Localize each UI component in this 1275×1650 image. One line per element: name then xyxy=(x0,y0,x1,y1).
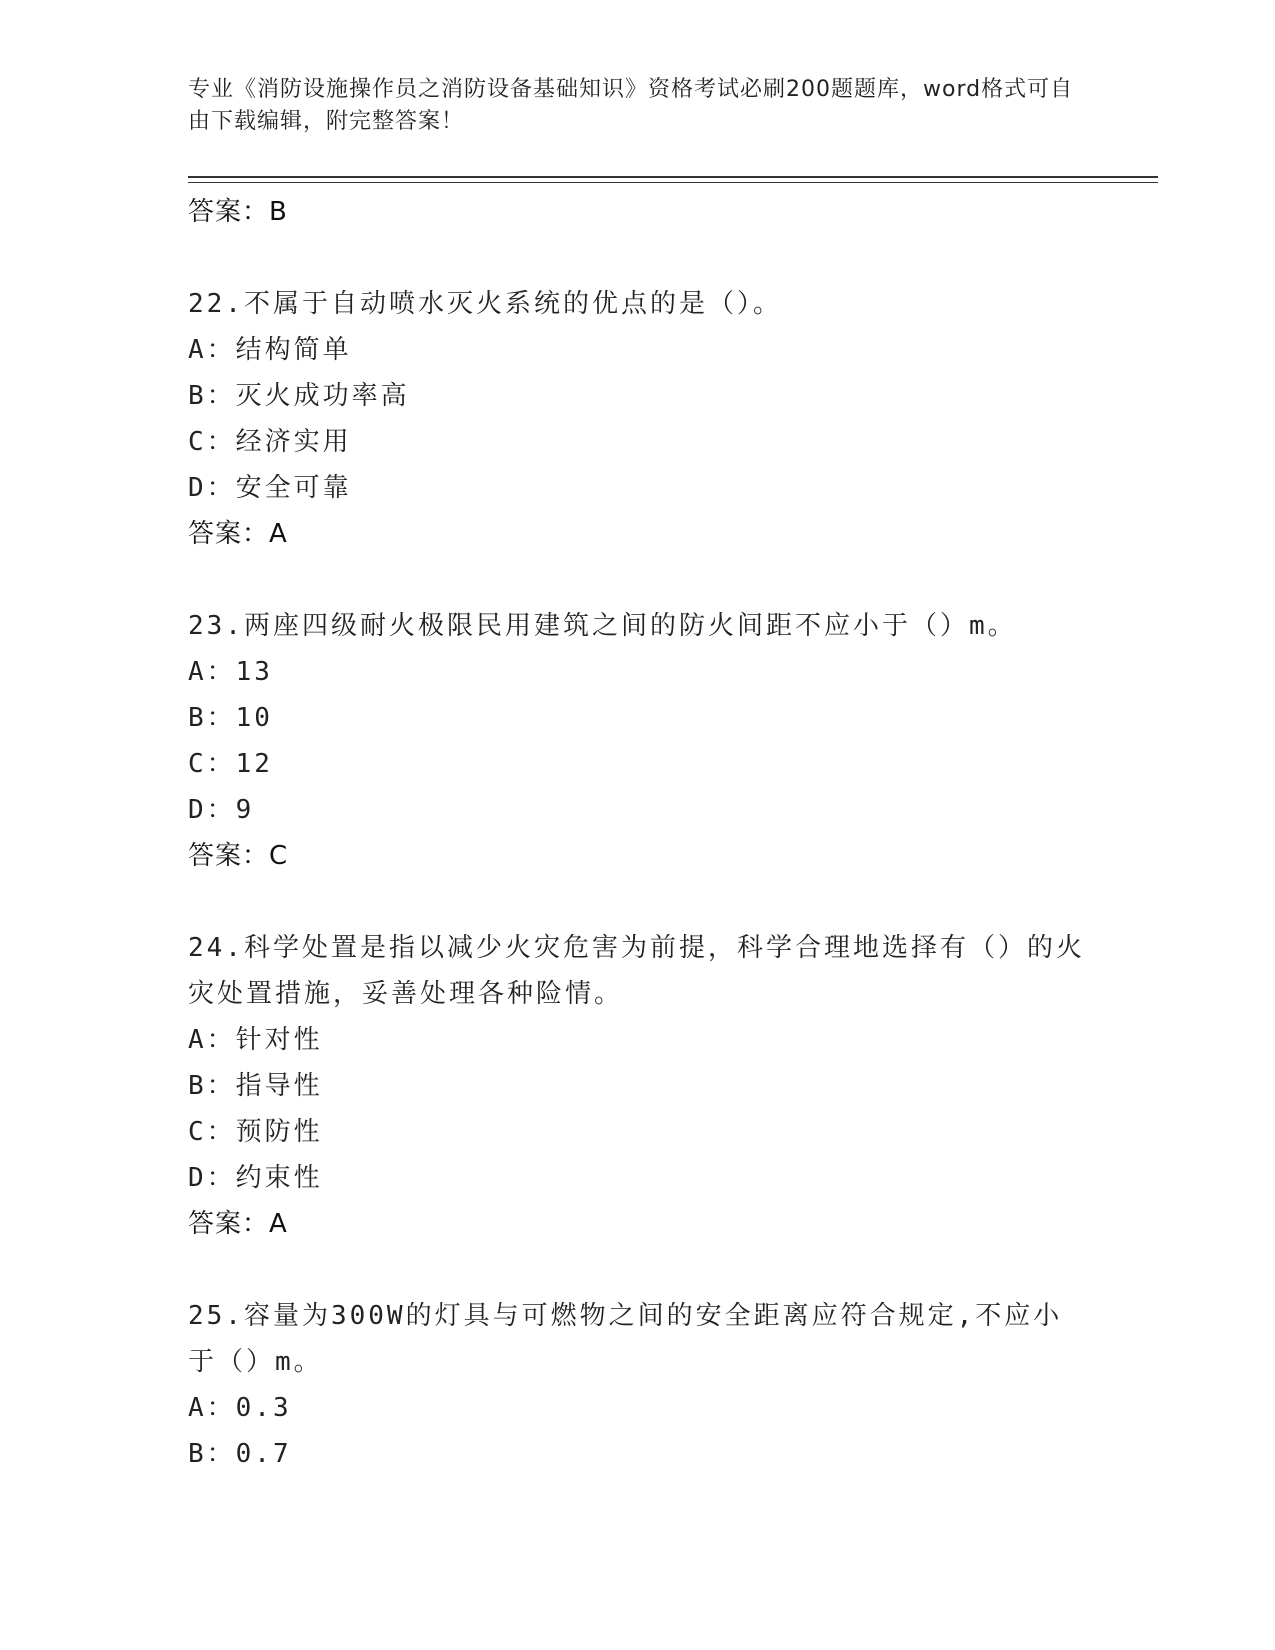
spacer xyxy=(188,879,1088,925)
answer: 答案：C xyxy=(188,841,289,871)
option-a: A：结构简单 xyxy=(188,335,352,365)
answer: 答案：A xyxy=(188,1209,288,1239)
question-25 xyxy=(188,1293,1088,1477)
header-divider-thin xyxy=(188,182,1158,183)
option-b: B：0.7 xyxy=(188,1439,292,1469)
answer: 答案：A xyxy=(188,519,288,549)
option-b: B：10 xyxy=(188,703,273,733)
option-b: B：指导性 xyxy=(188,1071,323,1101)
spacer xyxy=(188,235,1088,281)
spacer xyxy=(188,1247,1088,1293)
question-text: 25.容量为300W的灯具与可燃物之间的安全距离应符合规定,不应小于（）m。 xyxy=(188,1301,1063,1377)
option-c: C：经济实用 xyxy=(188,427,352,457)
option-c: C：12 xyxy=(188,749,273,779)
option-c: C：预防性 xyxy=(188,1117,323,1147)
option-d: D：约束性 xyxy=(188,1163,323,1193)
question-23 xyxy=(188,603,1088,879)
option-a: A：针对性 xyxy=(188,1025,323,1055)
option-d: D：9 xyxy=(188,795,255,825)
question-22 xyxy=(188,281,1088,557)
question-text: 22.不属于自动喷水灭火系统的优点的是（）。 xyxy=(188,289,782,319)
option-a: A：0.3 xyxy=(188,1393,292,1423)
previous-answer: 答案：B xyxy=(188,197,288,227)
spacer xyxy=(188,557,1088,603)
question-text: 24.科学处置是指以减少火灾危害为前提，科学合理地选择有（）的火灾处置措施，妥善处理各种险情。 xyxy=(188,933,1085,1009)
header-divider-thick xyxy=(188,176,1158,178)
option-a: A：13 xyxy=(188,657,273,687)
option-d: D：安全可靠 xyxy=(188,473,352,503)
question-24 xyxy=(188,925,1088,1247)
document-header: 专业《消防设施操作员之消防设备基础知识》资格考试必刷200题题库，word格式可自由下载编辑，附完整答案！ xyxy=(188,77,1074,134)
question-text: 23.两座四级耐火极限民用建筑之间的防火间距不应小于（）m。 xyxy=(188,611,1017,641)
option-b: B：灭火成功率高 xyxy=(188,381,410,411)
question-list xyxy=(188,189,1088,1477)
